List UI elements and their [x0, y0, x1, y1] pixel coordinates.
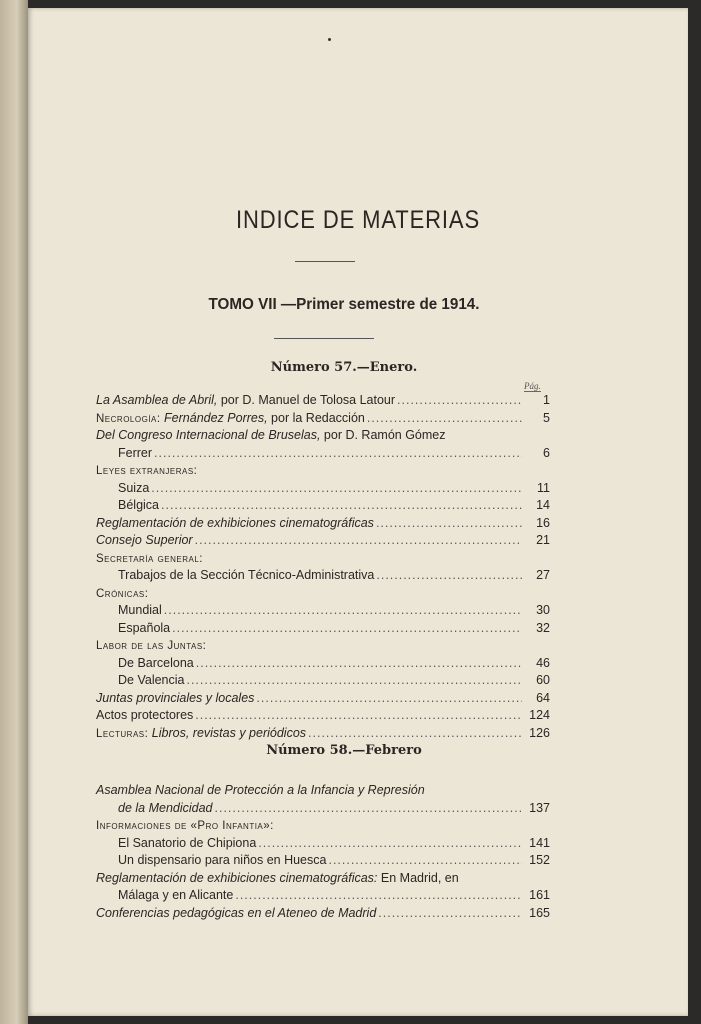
dot-leader	[378, 905, 522, 923]
toc-entry-title: Del Congreso Internacional de Bruselas,	[96, 428, 321, 442]
toc-entry	[96, 392, 550, 410]
toc-entry-title: Reglamentación de exhibiciones cinematográficas:	[96, 870, 378, 885]
toc-entry-detail: por D. Ramón Gómez	[320, 428, 446, 442]
toc-page-number: 165	[529, 905, 550, 920]
toc-entry-category: Crónicas:	[96, 587, 149, 600]
toc-entry-text	[96, 550, 203, 569]
toc-entry	[96, 567, 550, 585]
toc-entry	[96, 782, 550, 800]
toc-entry-text	[96, 392, 395, 410]
toc-page-number: 21	[536, 533, 550, 547]
toc-entry-title: Conferencias pedagógicas en el Ateneo de Madrid	[96, 905, 377, 920]
toc-page-number: 11	[537, 480, 550, 495]
toc-entry	[96, 817, 550, 835]
toc-entry	[96, 725, 550, 743]
toc-page-number: 1	[543, 393, 550, 407]
toc-entry	[96, 532, 550, 550]
toc-entry	[96, 870, 550, 888]
dot-leader	[308, 725, 522, 743]
toc-entry	[96, 800, 550, 818]
toc-entry-text	[96, 515, 374, 533]
toc-entry-text	[118, 655, 194, 673]
toc-entry-text	[118, 602, 162, 620]
toc-entry	[96, 427, 550, 445]
toc-page-number: 60	[536, 673, 550, 687]
dot-leader	[235, 887, 522, 905]
toc-page-number: 16	[536, 515, 550, 530]
toc-entry-text	[96, 782, 425, 800]
toc-page-number: 6	[543, 445, 550, 460]
toc-entry	[96, 550, 550, 568]
toc-entry	[96, 672, 550, 690]
toc-entry-title: Consejo Superior	[96, 533, 193, 547]
toc-entry-text	[118, 835, 256, 853]
toc-entry-category: Labor de las Juntas:	[96, 640, 207, 652]
toc-page-number: 64	[536, 690, 550, 705]
toc-entry-text	[96, 905, 376, 923]
toc-entry	[96, 602, 550, 620]
book-page	[28, 8, 688, 1016]
toc-entry-title: Reglamentación de exhibiciones cinematográficas	[96, 515, 374, 530]
toc-entry-detail: Mundial	[118, 603, 162, 617]
toc-entry	[96, 852, 550, 870]
toc-entry-category: Necrología:	[96, 412, 161, 425]
toc-entry-category: Leyes extranjeras:	[96, 465, 198, 477]
toc-entry-detail: Actos protectores	[96, 708, 194, 722]
dot-leader	[215, 800, 522, 818]
dot-leader	[186, 672, 522, 690]
toc-entry-text	[118, 852, 326, 870]
toc-entry	[96, 480, 550, 498]
toc-entry-text	[96, 690, 254, 708]
toc-entry-text	[118, 567, 374, 585]
toc-entry-text	[96, 410, 365, 429]
toc-page-number: 46	[536, 655, 550, 670]
toc-page-number: 124	[529, 708, 550, 722]
page-title: INDICE DE MATERIAS	[235, 206, 481, 234]
toc-entry	[96, 497, 550, 515]
page-column-label: Pág.	[524, 381, 541, 391]
toc-entry-detail: Española	[118, 620, 171, 635]
toc-entry-text	[118, 887, 233, 905]
toc-entry	[96, 515, 550, 533]
toc-entry-text	[118, 497, 159, 515]
toc-entry-detail: De Valencia	[118, 673, 185, 687]
toc-entry-text	[96, 462, 197, 481]
toc-entry	[96, 707, 550, 725]
toc-entry-detail: por la Redacción	[267, 410, 365, 425]
dot-leader	[256, 690, 522, 708]
toc-entry-category: Secretaría general:	[96, 552, 203, 565]
toc-entry-text	[118, 620, 170, 638]
toc-entry-detail: El Sanatorio de Chipiona	[118, 835, 257, 850]
toc-entry-title: Juntas provinciales y locales	[96, 690, 255, 705]
toc-entry-text	[118, 480, 149, 498]
toc-entry-text	[96, 870, 459, 888]
dot-leader	[195, 532, 522, 550]
dot-leader	[151, 480, 522, 498]
dot-leader	[172, 620, 522, 638]
toc-entry-text	[118, 800, 213, 818]
toc-entry-category: Lecturas:	[96, 727, 149, 740]
toc-entry-text	[96, 585, 148, 604]
toc-entry	[96, 655, 550, 673]
volume-heading: TOMO VII —Primer semestre de 1914.	[208, 296, 480, 313]
toc-entry-text	[96, 707, 193, 725]
toc-entry-title: Libros, revistas y periódicos	[148, 725, 307, 740]
toc-entry	[96, 620, 550, 638]
volume-divider	[274, 338, 374, 339]
toc-entry-text	[96, 427, 445, 445]
toc-entry-detail: por D. Manuel de Tolosa Latour	[217, 393, 396, 407]
toc-entry	[96, 835, 550, 853]
toc-entry-category: Informaciones de «Pro Infantia»:	[96, 820, 274, 832]
toc-entry-detail: Suiza	[118, 480, 150, 495]
dot-leader	[164, 602, 522, 620]
toc-page-number: 5	[543, 410, 550, 425]
dot-leader	[161, 497, 522, 515]
toc-entry-text	[96, 725, 306, 744]
toc-entry-detail: En Madrid, en	[377, 870, 459, 885]
dot-leader	[376, 515, 522, 533]
toc-entry-title: de la Mendicidad	[118, 800, 213, 815]
toc-entry-detail: Málaga y en Alicante	[118, 888, 234, 902]
toc-list-febrero	[96, 782, 550, 922]
page-speck	[328, 38, 331, 41]
toc-page-number: 161	[529, 888, 550, 902]
toc-page-number: 152	[529, 853, 550, 867]
section-heading-febrero: Número 58.—Febrero	[266, 743, 422, 758]
toc-entry	[96, 462, 550, 480]
toc-list-enero	[96, 392, 550, 742]
toc-entry-text	[118, 672, 184, 690]
toc-entry-detail: Un dispensario para niños en Huesca	[118, 853, 327, 867]
section-heading-enero: Número 57.—Enero.	[270, 360, 418, 375]
toc-entry-detail: De Barcelona	[118, 655, 194, 670]
dot-leader	[376, 567, 522, 585]
toc-entry	[96, 690, 550, 708]
dot-leader	[397, 392, 522, 410]
dot-leader	[154, 445, 522, 463]
toc-page-number: 14	[536, 498, 550, 512]
toc-page-number: 32	[536, 620, 550, 635]
toc-page-number: 30	[536, 603, 550, 617]
toc-entry-title: La Asamblea de Abril,	[96, 393, 218, 407]
dot-leader	[195, 707, 522, 725]
title-divider	[295, 261, 355, 262]
toc-entry	[96, 445, 550, 463]
toc-entry-detail: Ferrer	[118, 445, 153, 460]
toc-entry-detail: Trabajos de la Sección Técnico-Administrativa	[118, 568, 375, 582]
toc-entry-text	[118, 445, 152, 463]
toc-page-number: 141	[529, 835, 550, 850]
toc-entry-title: Fernández Porres,	[160, 410, 268, 425]
toc-entry	[96, 410, 550, 428]
toc-entry-detail: Bélgica	[118, 498, 159, 512]
toc-page-number: 137	[529, 800, 550, 815]
dot-leader	[258, 835, 522, 853]
toc-page-number: 27	[536, 568, 550, 582]
toc-entry	[96, 887, 550, 905]
book-spine	[0, 0, 28, 1024]
toc-entry-text	[96, 532, 193, 550]
dot-leader	[328, 852, 522, 870]
toc-entry	[96, 905, 550, 923]
toc-entry-text	[96, 637, 206, 656]
toc-entry-title: Asamblea Nacional de Protección a la Infancia y Represión	[96, 783, 425, 797]
dot-leader	[367, 410, 522, 428]
toc-page-number: 126	[529, 725, 550, 740]
dot-leader	[196, 655, 522, 673]
toc-entry	[96, 585, 550, 603]
toc-entry-text	[96, 817, 274, 836]
toc-entry	[96, 637, 550, 655]
